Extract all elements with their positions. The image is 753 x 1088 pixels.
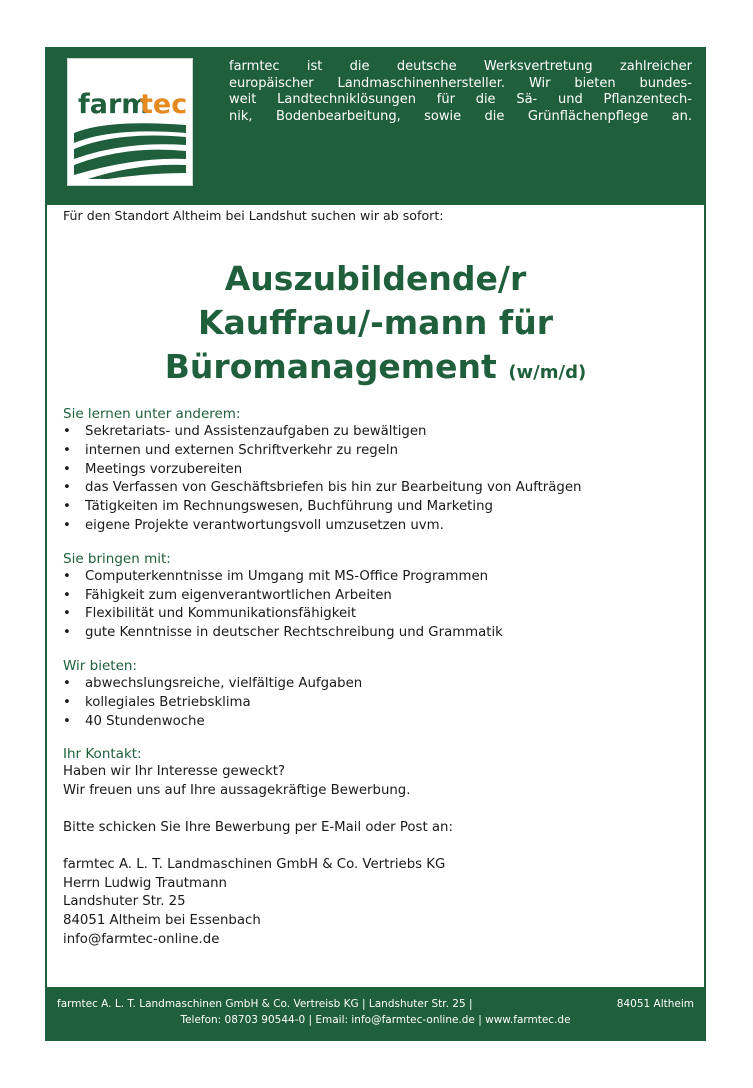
posting-content: [63, 208, 688, 950]
list-item: • Tätigkeiten im Rechnungswesen, Buchführung und Marketing: [63, 498, 688, 517]
intro-line: nik, Bodenbearbeitung, sowie die Grünflächenpflege an.: [229, 108, 692, 124]
list-item: • eigene Projekte verantwortungsvoll umzusetzen uvm.: [63, 517, 688, 536]
job-title-line-1: Auszubildende/r: [224, 259, 527, 298]
job-title-main: Büromanagement: [164, 347, 497, 386]
contact-line: Wir freuen uns auf Ihre aussagekräftige Bewerbung.: [63, 783, 411, 799]
farmtec-logo-graphic: [68, 59, 192, 185]
list-item: • 40 Stundenwoche: [63, 713, 688, 732]
location-text: Für den Standort Altheim bei Landshut suchen wir ab sofort:: [63, 208, 444, 223]
list-item: • Fähigkeit zum eigenverantwortlichen Arbeiten: [63, 587, 688, 606]
footer-line-1: [47, 996, 704, 1012]
company-intro: [229, 59, 692, 125]
job-title: [63, 257, 688, 395]
logo-text-tec: tec: [140, 89, 188, 120]
job-title-line-3: [63, 345, 688, 395]
list-item: • abwechslungsreiche, vielfältige Aufgaben: [63, 675, 688, 694]
job-posting-frame: [45, 47, 706, 1041]
offer-list: [63, 675, 688, 731]
list-item: • Flexibilität und Kommunikationsfähigkeit: [63, 605, 688, 624]
list-item: • das Verfassen von Geschäftsbriefen bis hin zur Bearbeitung von Aufträgen: [63, 479, 688, 498]
list-item: • gute Kenntnisse in deutscher Rechtschreibung und Grammatik: [63, 624, 688, 643]
footer-company-address: farmtec A. L. T. Landmaschinen GmbH & Co. Vertreisb KG | Landshuter Str. 25 |: [57, 998, 473, 1010]
list-item: • kollegiales Betriebsklima: [63, 694, 688, 713]
contact-email[interactable]: info@farmtec-online.de: [63, 931, 220, 947]
address-company: farmtec A. L. T. Landmaschinen GmbH & Co. Vertriebs KG: [63, 856, 446, 872]
learn-heading: Sie lernen unter anderem:: [63, 406, 241, 422]
list-item: • Meetings vorzubereiten: [63, 461, 688, 480]
header-banner: [47, 49, 704, 205]
farmtec-logo: [67, 58, 193, 186]
job-title-line-2: Kauffrau/-mann für: [197, 303, 554, 342]
footer-banner: [47, 987, 704, 1039]
address-person: Herrn Ludwig Trautmann: [63, 875, 227, 891]
list-item: • Computerkenntnisse im Umgang mit MS-Office Programmen: [63, 568, 688, 587]
contact-heading: Ihr Kontakt:: [63, 746, 142, 763]
learn-list: [63, 423, 688, 536]
bring-heading: Sie bringen mit:: [63, 550, 171, 567]
footer-contact-line: Telefon: 08703 90544-0 | Email: info@farmtec-online.de | www.farmtec.de: [180, 1014, 571, 1026]
gender-note: (w/m/d): [508, 362, 587, 383]
bring-list: [63, 568, 688, 643]
list-item: • internen und externen Schriftverkehr zu regeln: [63, 442, 688, 461]
logo-text-farm: farm: [78, 89, 150, 120]
intro-line: farmtec ist die deutsche Werksvertretung zahlreicher: [229, 59, 692, 74]
list-item: • Sekretariats- und Assistenzaufgaben zu bewältigen: [63, 423, 688, 442]
contact-line: Bitte schicken Sie Ihre Bewerbung per E-Mail oder Post an:: [63, 819, 453, 835]
address-city: 84051 Altheim bei Essenbach: [63, 913, 261, 929]
intro-line: weit Landtechniklösungen für die Sä- und Pflanzentech-: [229, 92, 692, 107]
contact-line: Haben wir Ihr Interesse geweckt?: [63, 764, 286, 780]
intro-line: europäischer Landmaschinenhersteller. Wir bieten bundes-: [229, 75, 692, 91]
offer-heading: Wir bieten:: [63, 657, 137, 674]
address-street: Landshuter Str. 25: [63, 894, 186, 910]
footer-city: 84051 Altheim: [616, 998, 694, 1010]
